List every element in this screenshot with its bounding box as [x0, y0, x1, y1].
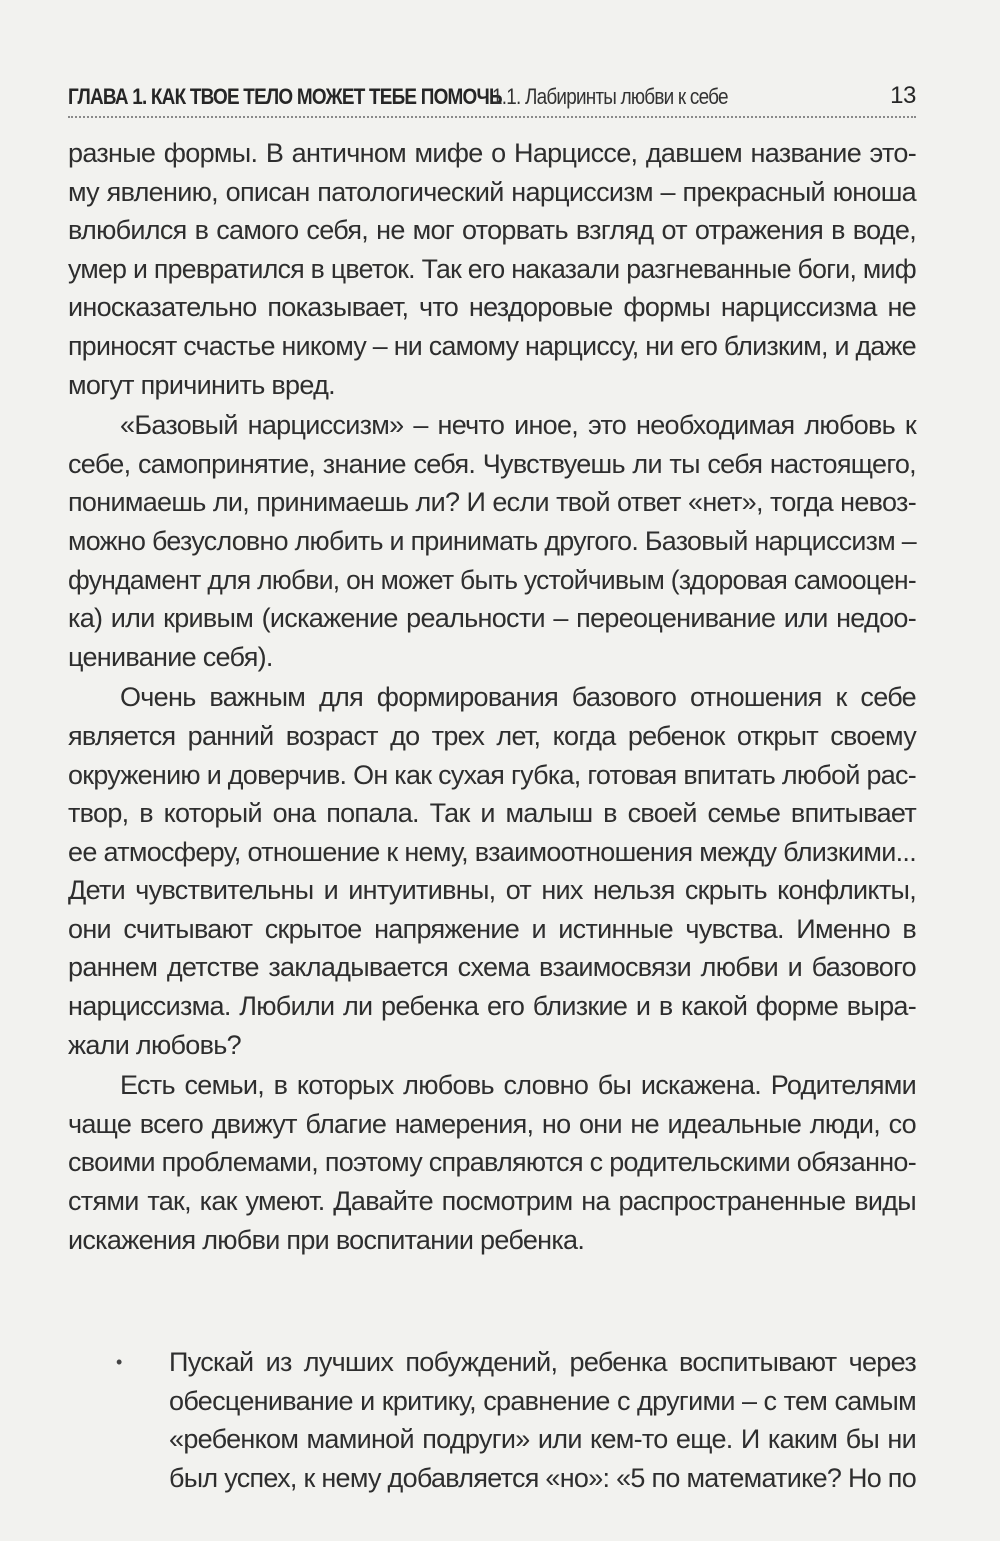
text-line: «Базовый нарциссизм» – нечто иное, это необходимая любовь к [120, 410, 916, 441]
page-number: 13 [890, 82, 916, 109]
text-line: му явлению, описан патологический нарциссизм – прекрасный юноша [68, 176, 916, 207]
text-line: ее атмосферу, отношение к нему, взаимоотношения между близкими... [68, 836, 916, 867]
text-line: Пускай из лучших побуждений, ребенка воспитывают через [169, 1347, 916, 1378]
running-header [68, 80, 916, 114]
text-line: твор, в который она попала. Так и малыш в своей семье впитывает [68, 798, 916, 829]
text-line: жали любовь? [68, 1029, 241, 1060]
paragraph [68, 1066, 916, 1259]
text-line: ценивание себя). [68, 641, 273, 672]
text-line: они считывают скрытое напряжение и истинные чувства. Именно в [68, 913, 916, 944]
text-line: был успех, к нему добавляется «но»: «5 по математике? Но по [169, 1463, 916, 1493]
text-line: стями так, как умеют. Давайте посмотрим на распространенные виды [68, 1186, 916, 1217]
text-line: нарциссизма. Любили ли ребенка его близкие и в какой форме выра- [68, 991, 916, 1022]
text-line: «ребенком маминой подруги» или кем-то еще. И каким бы ни [169, 1424, 916, 1455]
paragraph [68, 406, 916, 676]
text-line: Есть семьи, в которых любовь словно бы искажена. Родителями [120, 1070, 916, 1101]
text-line: Дети чувствительны и интуитивны, от них нельзя скрыть конфликты, [68, 875, 916, 906]
text-line: фундамент для любви, он может быть устойчивым (здоровая самооцен- [68, 564, 916, 595]
text-line: влюбился в самого себя, не мог оторвать взгляд от отражения в воде, [68, 215, 916, 246]
text-line: окружению и доверчив. Он как сухая губка, готовая впитать любой рас- [68, 759, 916, 790]
text-line: себе, самопринятие, знание себя. Чувствуешь ли ты себя настоящего, [68, 448, 916, 479]
text-line: можно безусловно любить и принимать другого. Базовый нарциссизм – [68, 525, 916, 556]
text-line: умер и превратился в цветок. Так его наказали разгневанные боги, миф [68, 253, 916, 284]
text-line: ка) или кривым (искажение реальности – переоценивание или недоо- [68, 603, 916, 634]
text-line: является ранний возраст до трех лет, когда ребенок открыт своему [68, 720, 916, 751]
text-line: приносят счастье никому – ни самому нарциссу, ни его близким, и даже [68, 330, 916, 361]
body-text [68, 134, 916, 1498]
text-line: могут причинить вред. [68, 369, 335, 400]
text-line: обесценивание и критику, сравнение с другими – с тем самым [169, 1385, 916, 1416]
text-line: раннем детстве закладывается схема взаимосвязи любви и базового [68, 952, 916, 983]
chapter-title: ГЛАВА 1. КАК ТВОЕ ТЕЛО МОЖЕТ ТЕБЕ ПОМОЧЬ [68, 84, 502, 109]
section-title: 1.1. Лабиринты любви к себе [492, 84, 728, 109]
text-line: иносказательно показывает, что нездоровые формы нарциссизма не [68, 292, 916, 323]
text-line: чаще всего движут благие намерения, но они не идеальные люди, со [68, 1108, 916, 1139]
bullet-icon: • [116, 1352, 123, 1373]
bullet-list-item [68, 1343, 916, 1497]
paragraph [68, 134, 916, 404]
header-divider [68, 116, 916, 118]
text-line: своими проблемами, поэтому справляются с родительскими обязанно- [68, 1147, 916, 1178]
text-line: искажения любви при воспитании ребенка. [68, 1224, 585, 1255]
text-line: разные формы. В античном мифе о Нарциссе, давшем название это- [68, 138, 916, 168]
paragraph [68, 678, 916, 1064]
text-line: понимаешь ли, принимаешь ли? И если твой ответ «нет», тогда невоз- [68, 487, 916, 518]
text-line: Очень важным для формирования базового отношения к себе [120, 682, 916, 713]
